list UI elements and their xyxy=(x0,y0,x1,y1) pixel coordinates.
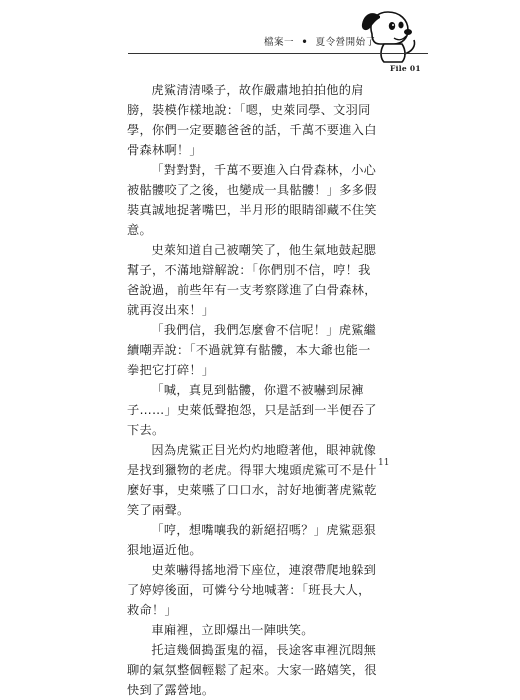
running-header xyxy=(264,34,376,48)
body-text xyxy=(127,80,377,700)
file-label: File 01 xyxy=(390,64,421,73)
paragraph: 「我們信，我們怎麼會不信呢！」虎鯊繼續嘲弄說：「不過就算有骷髏，本大爺也能一拳把它打碎！」 xyxy=(127,323,377,377)
chapter-label: 檔案一 xyxy=(264,37,295,48)
paragraph: 因為虎鯊正目光灼灼地瞪著他，眼神就像是找到獵物的老虎。得罪大塊頭虎鯊可不是什麼好事，史萊嚥了口口水，討好地衝著虎鯊乾笑了兩聲。 xyxy=(127,443,377,517)
paragraph: 史萊嚇得搖地滑下座位，連滾帶爬地躲到了婷婷後面，可憐兮兮地喊著：「班長大人，救命！」 xyxy=(127,563,377,617)
chapter-title: 夏令營開始了 xyxy=(315,37,376,48)
paragraph: 虎鯊清清嗓子，故作嚴肅地拍拍他的肩膀，裝模作樣地說：「嗯，史萊同學、文羽同學，你們一定要聽爸爸的話，千萬不要進入白骨森林啊！」 xyxy=(127,83,377,157)
page-number: 11 xyxy=(378,458,390,468)
paragraph: 「哼，想嘴嚷我的新絕招嗎？」虎鯊惡狠狠地逼近他。 xyxy=(127,523,377,557)
paragraph: 托這幾個搗蛋鬼的福，長途客車裡沉悶無聊的氣氛整個輕鬆了起來。大家一路嬉笑，很快到了露營地。 xyxy=(127,643,377,697)
paragraph: 「對對對，千萬不要進入白骨森林，小心被骷髏咬了之後，也變成一具骷髏！」多多假裝真誠地捉著嘴巴，半月形的眼睛卻藏不住笑意。 xyxy=(127,163,377,237)
paragraph: 車廂裡，立即爆出一陣哄笑。 xyxy=(151,623,314,637)
paragraph: 「喊，真見到骷髏，你還不被嚇到尿褲子……」史萊低聲抱怨，只是話到一半便吞了下去。 xyxy=(127,383,377,437)
paragraph: 史萊知道自己被嘲笑了，他生氣地鼓起腮幫子，不滿地辯解說：「你們別不信，哼！我爸說過，前些年有一支考察隊進了白骨森林，就再沒出來！」 xyxy=(127,243,377,317)
header-bullet: • xyxy=(301,37,309,48)
header-rule xyxy=(128,53,428,54)
